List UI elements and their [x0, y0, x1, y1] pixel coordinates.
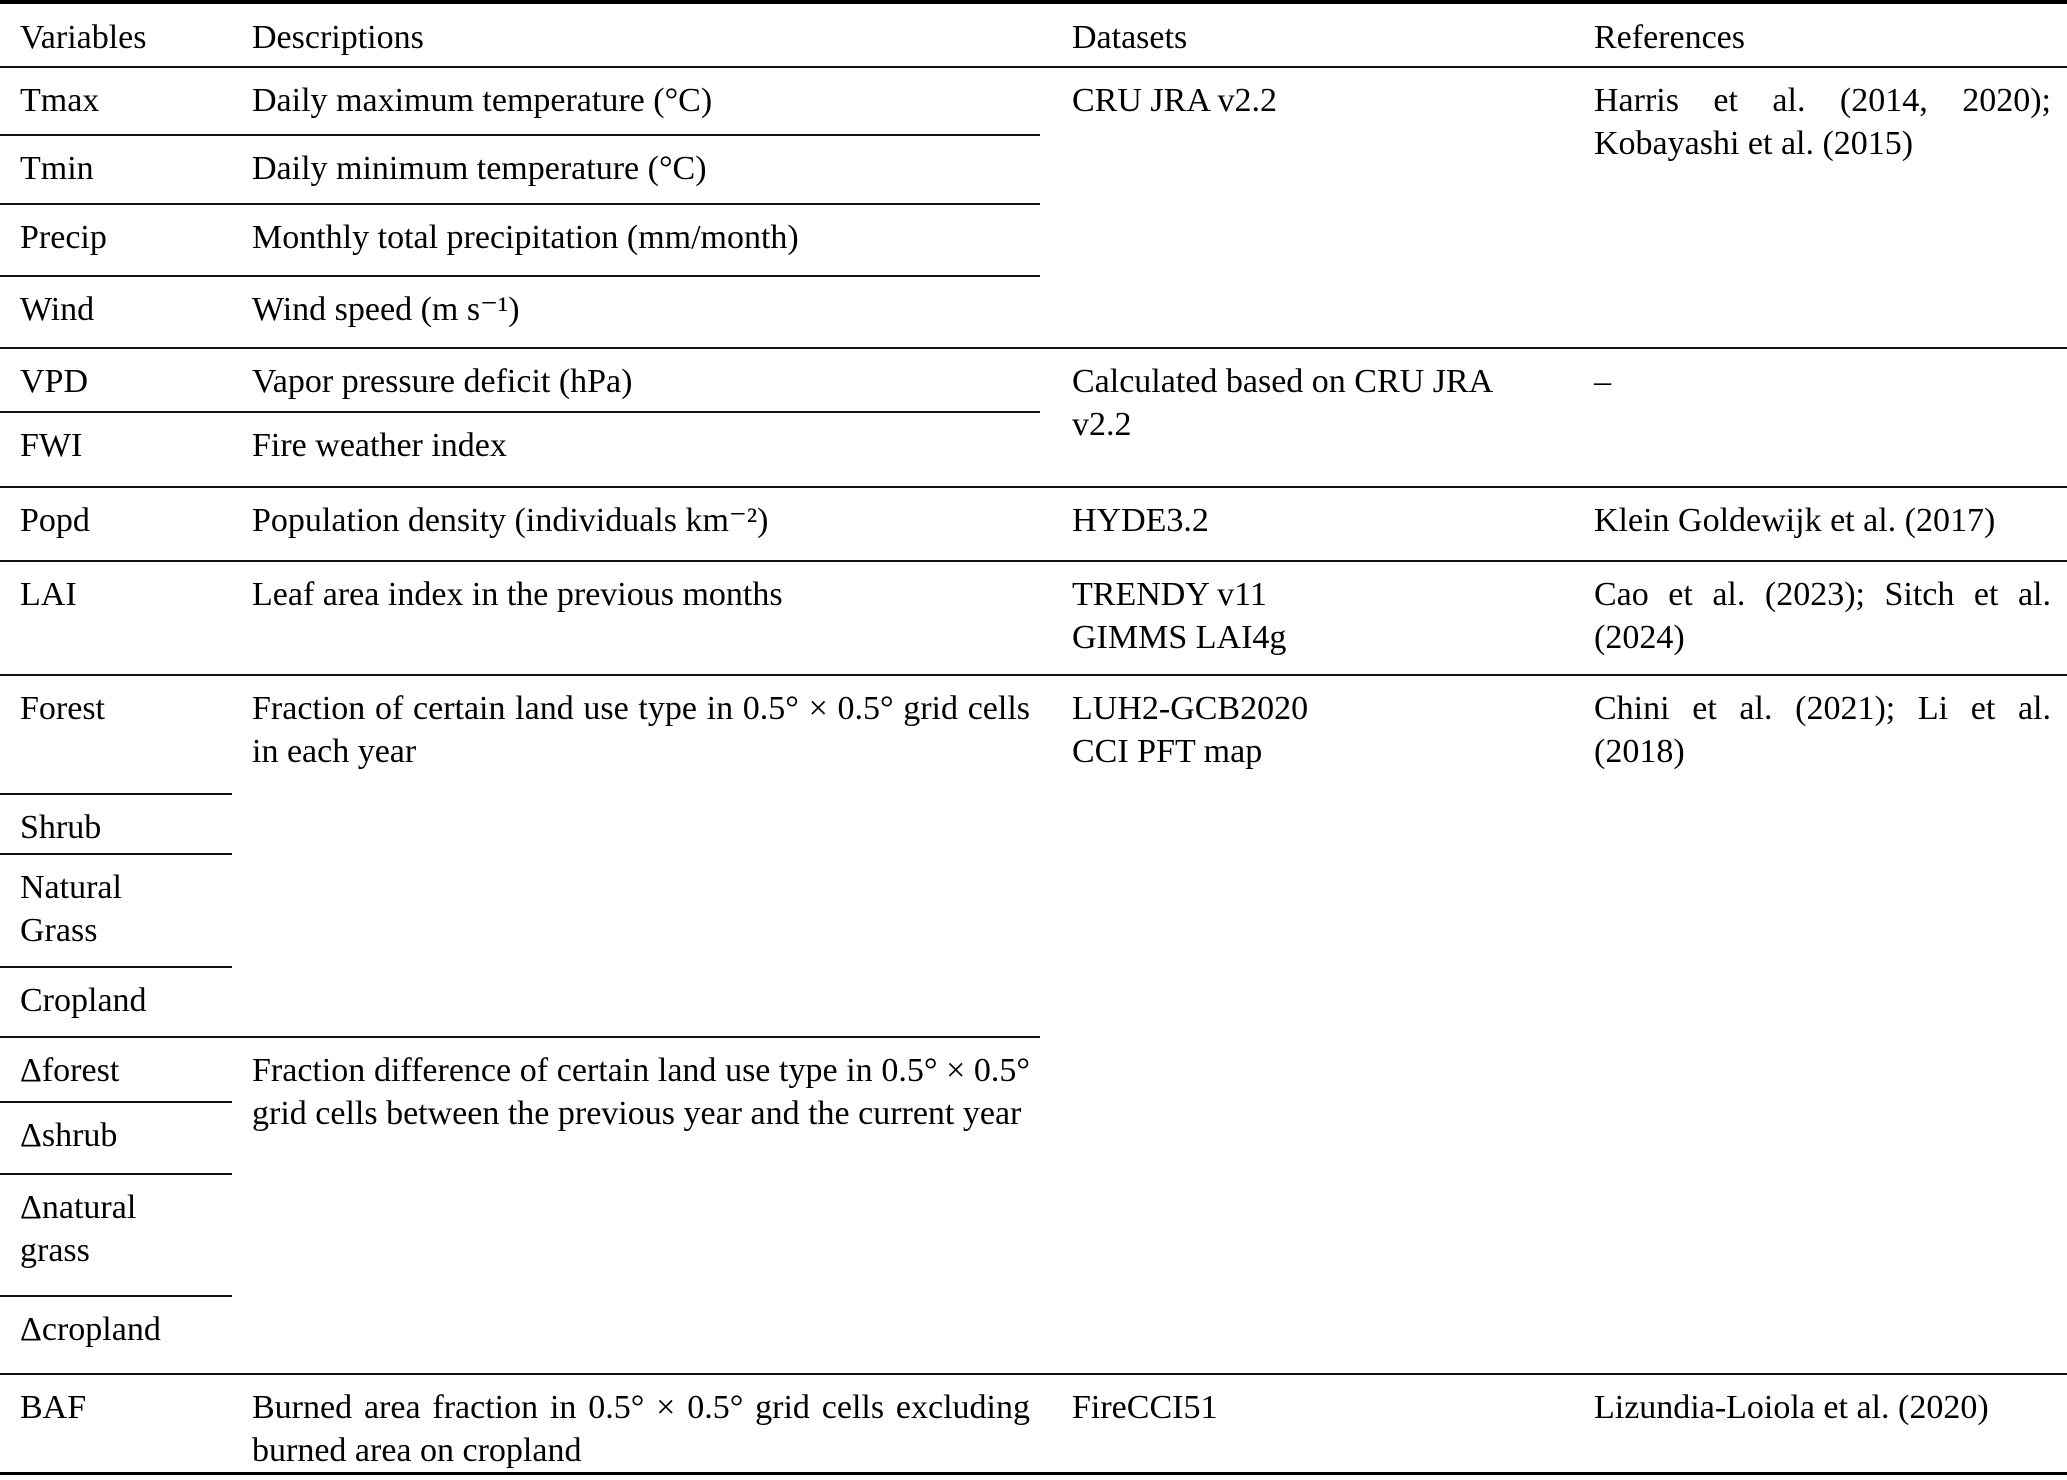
- description-cell: Daily minimum temperature (°C): [252, 150, 707, 187]
- reference-cell: Lizundia-Loiola et al. (2020): [1594, 1389, 1989, 1426]
- dataset-cell: [1040, 562, 1574, 674]
- bottom-rule-divider: [0, 1472, 2067, 1475]
- table-row: [0, 562, 1040, 674]
- table-row: [0, 277, 1040, 347]
- variable-cell: VPD: [20, 363, 89, 400]
- dataset-cell: [1040, 68, 1574, 347]
- table-group-climate: [0, 68, 2067, 347]
- dataset-line: Calculated based on CRU JRA v2.2: [1072, 363, 1492, 443]
- dataset-line: LUH2-GCB2020: [1072, 690, 1309, 727]
- description-cell: Daily maximum temperature (°C): [252, 82, 713, 119]
- table-header-row: [0, 4, 2067, 66]
- variable-stack: [0, 676, 232, 1036]
- variable-cell: Δshrub: [20, 1117, 118, 1154]
- dataset-line: CCI PFT map: [1072, 733, 1263, 770]
- description-cell: Fraction difference of certain land use type in 0.5° × 0.5° grid cells between the previous year and the current year: [252, 1052, 1030, 1132]
- table-row: [0, 488, 1040, 560]
- reference-cell: Harris et al. (2014, 2020); Kobayashi et al. (2015): [1594, 82, 2051, 162]
- column-header-references: References: [1594, 19, 1746, 56]
- variable-cell: BAF: [20, 1389, 87, 1426]
- table-group-landuse: [0, 676, 2067, 1373]
- variable-stack: [0, 1038, 232, 1373]
- column-header-descriptions: Descriptions: [252, 19, 424, 56]
- reference-cell: Chini et al. (2021); Li et al. (2018): [1594, 690, 2051, 770]
- dataset-line: CRU JRA v2.2: [1072, 82, 1277, 119]
- table-row: [0, 413, 1040, 486]
- table-group-baf: [0, 1375, 2067, 1472]
- variable-cell: Forest: [20, 690, 105, 727]
- dataset-line: FireCCI51: [1072, 1389, 1218, 1426]
- variable-cell: LAI: [20, 576, 77, 613]
- table-row: [0, 68, 1040, 134]
- dataset-line: HYDE3.2: [1072, 502, 1209, 539]
- variable-cell: Δforest: [20, 1052, 120, 1089]
- variable-cell: Popd: [20, 502, 90, 539]
- dataset-cell: [1040, 1375, 1574, 1472]
- variable-cell: Wind: [20, 291, 95, 328]
- table-group-population: [0, 488, 2067, 560]
- variable-cell: Natural Grass: [20, 869, 122, 949]
- dataset-cell: [1040, 488, 1574, 560]
- description-cell: Vapor pressure deficit (hPa): [252, 363, 633, 400]
- table-group-derived: [0, 349, 2067, 486]
- variable-cell: FWI: [20, 427, 83, 464]
- reference-cell: Klein Goldewijk et al. (2017): [1594, 502, 1996, 539]
- variable-cell: Tmax: [20, 82, 100, 119]
- variable-cell: Δcropland: [20, 1311, 161, 1348]
- description-cell: Wind speed (m s⁻¹): [252, 291, 520, 328]
- description-cell: Fire weather index: [252, 427, 507, 464]
- table-row: [0, 205, 1040, 275]
- table-group-lai: [0, 562, 2067, 674]
- variable-cell: Shrub: [20, 809, 102, 846]
- table-row: [0, 1375, 1040, 1472]
- landuse-subgroup: [0, 1038, 1040, 1373]
- variable-cell: Cropland: [20, 982, 147, 1019]
- reference-cell: Cao et al. (2023); Sitch et al. (2024): [1594, 576, 2051, 656]
- description-cell: Burned area fraction in 0.5° × 0.5° grid cells excluding burned area on cropland: [252, 1389, 1030, 1469]
- dataset-cell: [1040, 676, 1574, 1373]
- description-cell: Leaf area index in the previous months: [252, 576, 783, 613]
- column-header-variables: Variables: [20, 19, 147, 56]
- dataset-line: GIMMS LAI4g: [1072, 619, 1287, 656]
- description-cell: Fraction of certain land use type in 0.5° × 0.5° grid cells in each year: [252, 690, 1030, 770]
- dataset-cell: [1040, 349, 1574, 486]
- variable-cell: Δnatural grass: [20, 1189, 137, 1269]
- description-cell: Population density (individuals km⁻²): [252, 502, 769, 539]
- reference-cell: –: [1594, 363, 1611, 400]
- landuse-subgroup: [0, 676, 1040, 1036]
- table-row: [0, 349, 1040, 411]
- dataset-line: TRENDY v11: [1072, 576, 1267, 613]
- variable-cell: Precip: [20, 219, 107, 256]
- column-header-datasets: Datasets: [1072, 19, 1188, 56]
- variable-cell: Tmin: [20, 150, 94, 187]
- description-cell: Monthly total precipitation (mm/month): [252, 219, 799, 256]
- table-row: [0, 136, 1040, 203]
